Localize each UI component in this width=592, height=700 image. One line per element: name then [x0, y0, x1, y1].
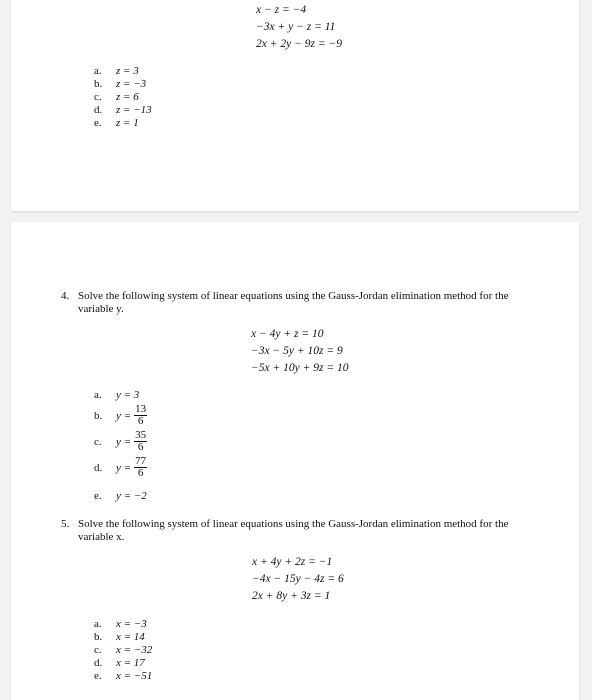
q4-equation-1: x − 4y + z = 10: [251, 328, 324, 340]
q4-option-b[interactable]: [94, 404, 147, 427]
q3-equation-1: x − z = −4: [256, 4, 307, 16]
fraction-denominator: 6: [137, 467, 144, 479]
fraction: [134, 430, 147, 453]
option-prefix: y =: [116, 435, 132, 448]
option-prefix: y =: [116, 461, 132, 474]
q4-option-e[interactable]: [94, 490, 147, 502]
option-letter: e.: [94, 490, 102, 502]
option-letter: e.: [94, 117, 102, 129]
q3-equation-system: [256, 2, 342, 53]
fraction-denominator: 6: [137, 441, 144, 453]
option-letter: d.: [94, 104, 103, 116]
option-value: z = 1: [116, 117, 139, 129]
q4-option-d[interactable]: [94, 456, 147, 479]
fraction-numerator: 77: [135, 455, 147, 467]
q3-option-b[interactable]: [94, 78, 146, 90]
option-letter: b.: [94, 78, 103, 90]
option-value: x = 14: [116, 631, 145, 643]
q3-option-d[interactable]: [94, 104, 152, 116]
q5-prompt-line-2: variable x.: [78, 530, 125, 543]
q3-equation-3: 2x + 2y − 9z = −9: [256, 38, 342, 50]
option-letter: c.: [94, 435, 102, 448]
q5-prompt: [61, 518, 548, 543]
option-letter: b.: [94, 631, 103, 643]
q4-equation-2: −3x − 5y + 10z = 9: [251, 345, 343, 357]
fraction-denominator: 6: [137, 415, 144, 427]
question-3-card: [11, 0, 579, 211]
q3-option-a[interactable]: [94, 65, 139, 77]
q5-option-b[interactable]: [94, 631, 145, 643]
q4-option-a[interactable]: [94, 389, 139, 401]
fraction-numerator: 13: [135, 403, 147, 415]
q5-number: 5.: [61, 518, 70, 530]
q5-option-c[interactable]: [94, 644, 152, 656]
q5-equation-3: 2x + 8y + 3z = 1: [252, 590, 331, 602]
fraction-numerator: 35: [135, 429, 147, 441]
option-value: x = −32: [116, 644, 153, 656]
q5-option-a[interactable]: [94, 618, 147, 630]
option-value: x = −3: [116, 618, 147, 630]
option-value: y = −2: [116, 490, 147, 502]
option-letter: d.: [94, 461, 103, 474]
option-value: x = 17: [116, 657, 145, 669]
option-value: z = −13: [116, 104, 152, 116]
q4-number: 4.: [61, 290, 70, 302]
q5-prompt-line-1: Solve the following system of linear equations using the Gauss-Jordan elimination method for the: [78, 518, 509, 530]
q5-option-d[interactable]: [94, 657, 145, 669]
option-value: x = −51: [116, 670, 153, 682]
option-value: z = −3: [116, 78, 147, 90]
option-value: y = 3: [116, 389, 140, 401]
q5-option-e[interactable]: [94, 670, 152, 682]
option-letter: a.: [94, 65, 102, 77]
option-letter: b.: [94, 409, 103, 422]
option-letter: d.: [94, 657, 103, 669]
option-value: z = 6: [116, 91, 139, 103]
q4-equation-3: −5x + 10y + 9z = 10: [251, 362, 349, 374]
questions-4-5-card: [11, 222, 579, 700]
option-prefix: y =: [116, 409, 132, 422]
q4-equation-system: [251, 326, 348, 377]
option-value: z = 3: [116, 65, 139, 77]
q4-prompt-line-1: Solve the following system of linear equations using the Gauss-Jordan elimination method for the: [78, 290, 509, 302]
fraction: [134, 404, 147, 427]
q4-prompt-line-2: variable y.: [78, 302, 124, 315]
q3-equation-2: −3x + y − z = 11: [256, 21, 336, 33]
q5-equation-1: x + 4y + 2z = −1: [252, 556, 333, 568]
q4-prompt: [61, 290, 548, 315]
fraction: [134, 456, 147, 479]
q5-equation-system: [252, 554, 344, 605]
q3-option-c[interactable]: [94, 91, 139, 103]
option-letter: a.: [94, 389, 102, 401]
option-letter: a.: [94, 618, 102, 630]
option-letter: e.: [94, 670, 102, 682]
q3-option-e[interactable]: [94, 117, 139, 129]
option-letter: c.: [94, 644, 102, 656]
q5-equation-2: −4x − 15y − 4z = 6: [252, 573, 344, 585]
q4-option-c[interactable]: [94, 430, 147, 453]
option-letter: c.: [94, 91, 102, 103]
